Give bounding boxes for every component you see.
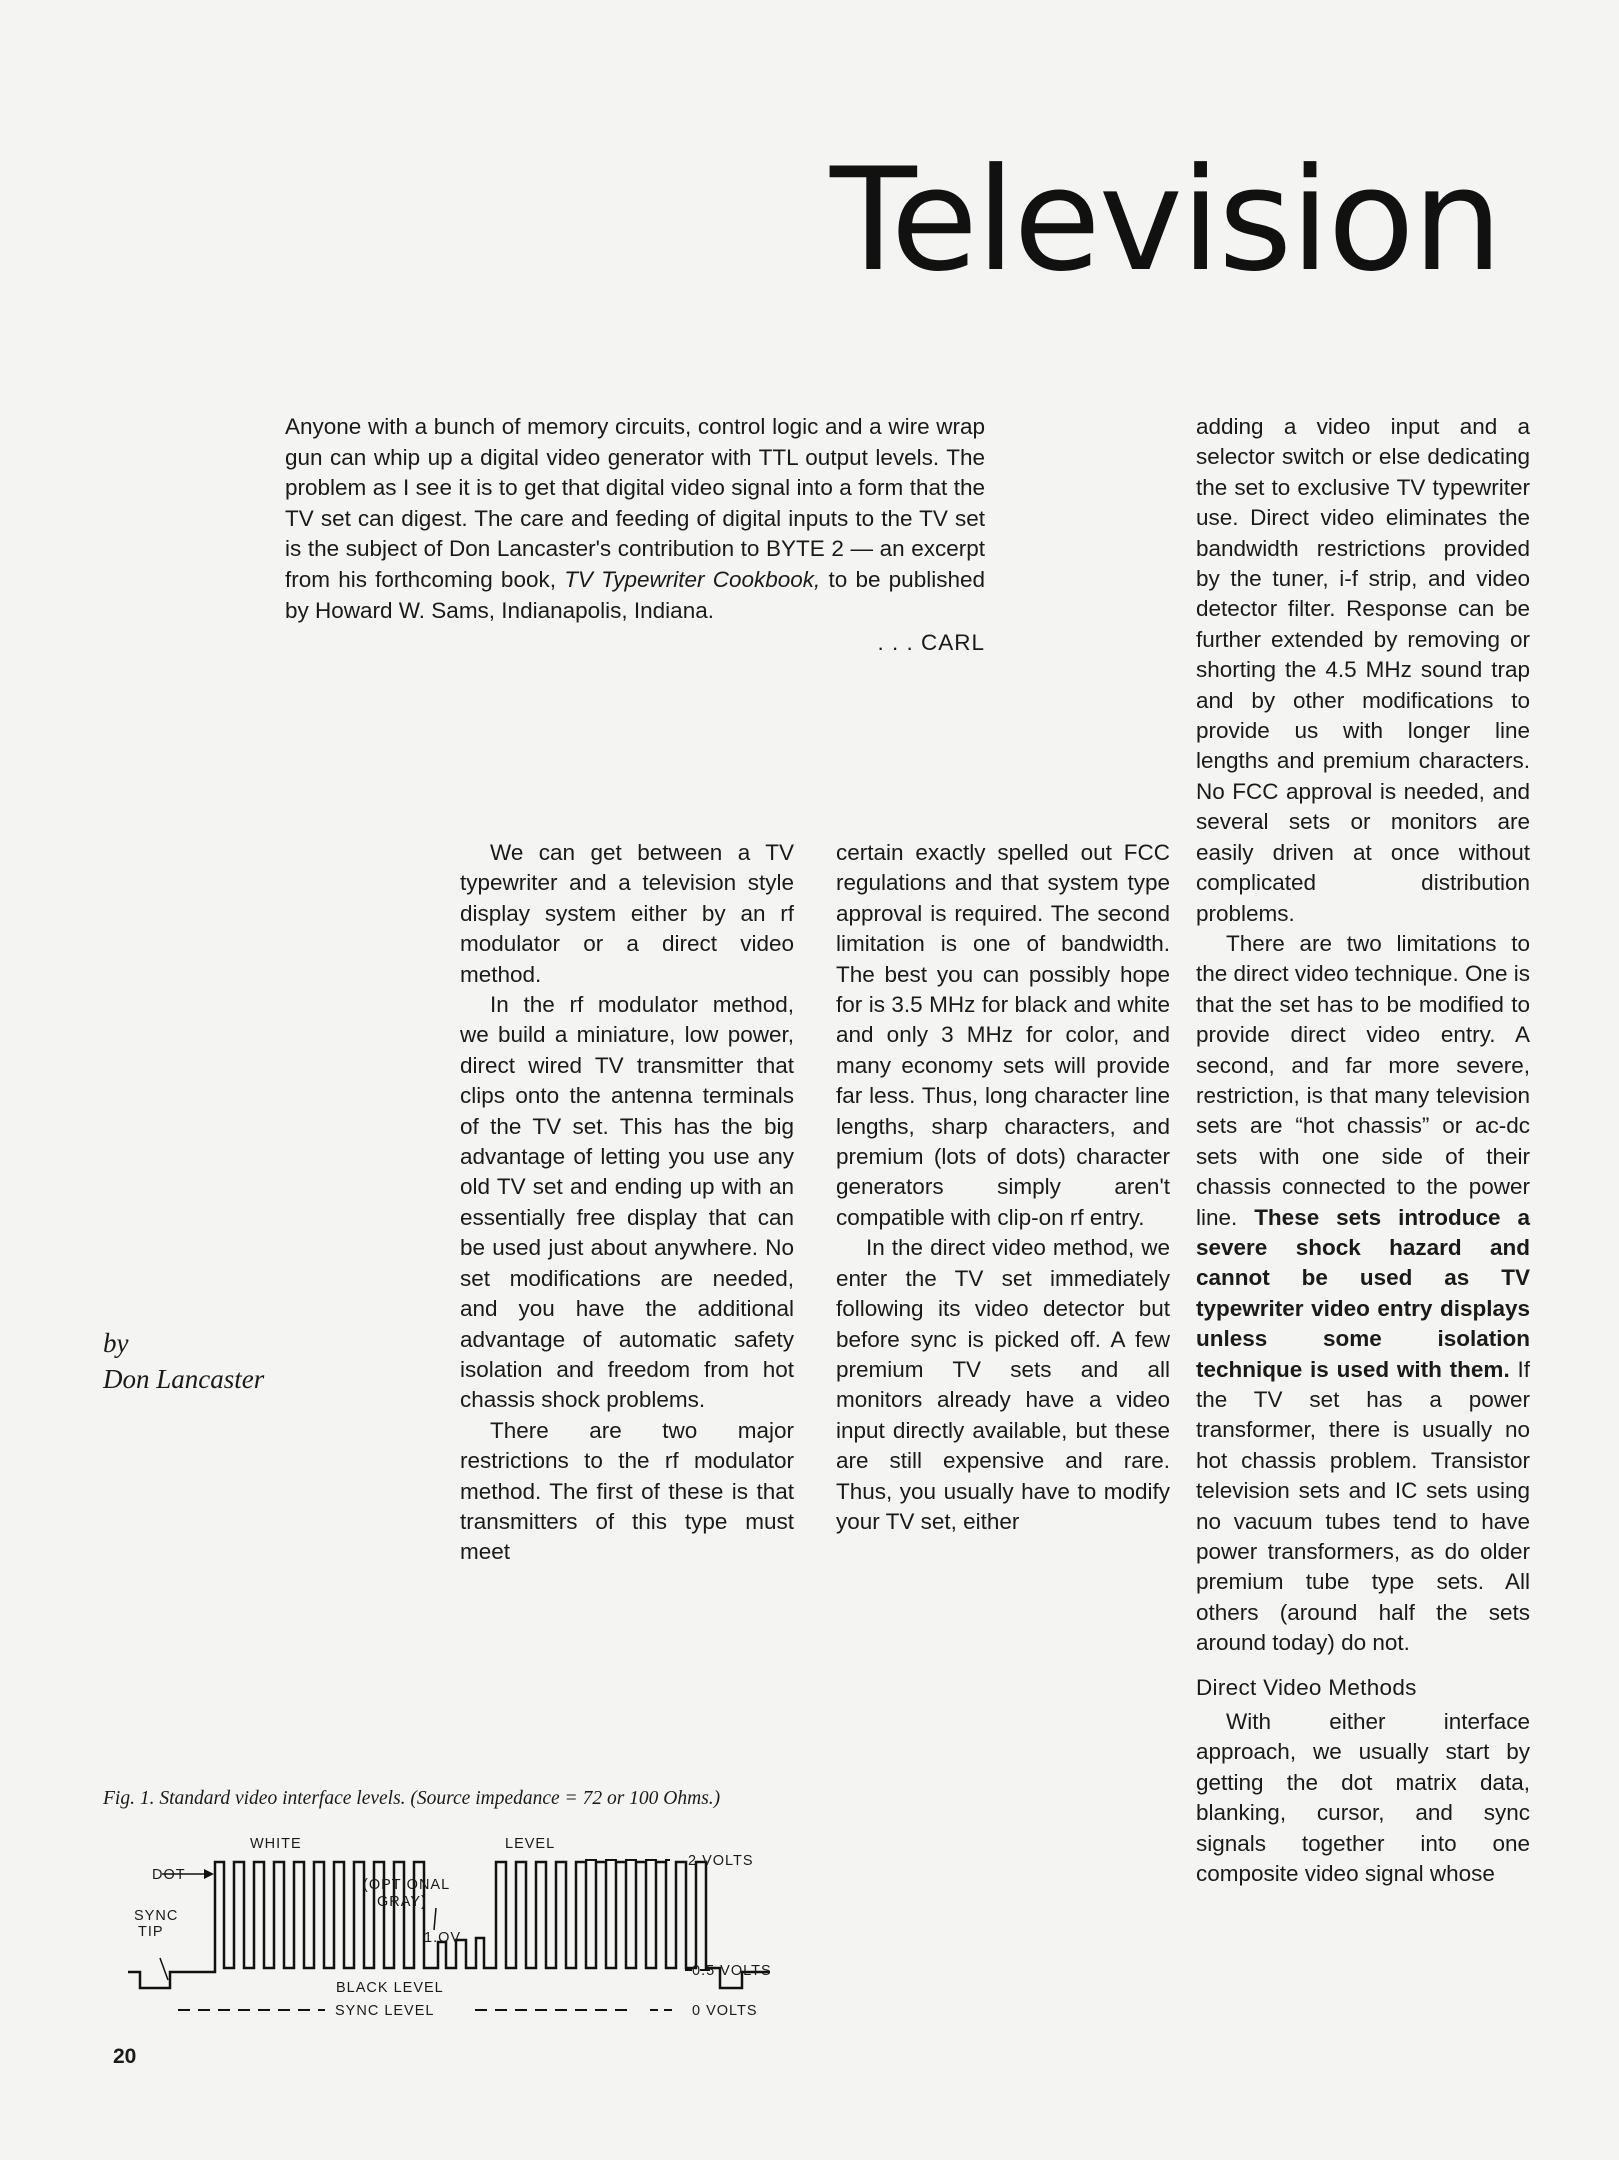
label-optional: (OPTIONAL: [363, 1877, 451, 1893]
paragraph: adding a video input and a selector switch or else dedicating the set to exclusive TV typewriter use. Direct video eliminates the bandwidth restrictions provided by the tuner, i-f strip, and video detector filter. Response can be further extended by removing or shorting the 4.5 MHz sound trap and by other modifications to provide us with longer line lengths and premium characters. No FCC approval is needed, and several sets or monitors are easily driven at once without complicated distribution problems.: [1196, 414, 1530, 926]
intro-signature: . . . CARL: [877, 630, 985, 656]
figure-caption: Fig. 1. Standard video interface levels. (Source impedance = 72 or 100 Ohms.): [103, 1788, 721, 1809]
label-gray: GRAY): [377, 1894, 427, 1910]
article-title: Television: [830, 138, 1501, 303]
section-heading: Direct Video Methods: [1196, 1674, 1417, 1700]
paragraph: There are two limitations to the direct video technique. One is that the set has to be modified to provide direct video entry. A second, and far more severe, restriction, is that many television sets are “hot chassis” or ac-dc sets with one side of their chassis connected to the power line. These sets introduce a severe shock hazard and cannot be used as TV typewriter video entry displays unless some isolation technique is used with them. If the TV set has a power transformer, there is usually no hot chassis problem. Transistor television sets and IC sets using no vacuum tubes tend to have power transformers, as do older premium tube type sets. All others (around half the sets around today) do not.: [1196, 930, 1530, 1656]
column-2: [836, 838, 1170, 1537]
intro-blurb: [285, 412, 985, 659]
paragraph: In the direct video method, we enter the TV set immediately following its video detector but before sync is picked off. A few premium TV sets and all monitors already have a video input directly available, but these are still expensive and rare. Thus, you usually have to modify your TV set, either: [836, 1235, 1170, 1534]
paragraph: In the rf modulator method, we build a miniature, low power, direct wired TV transmitter that clips onto the antenna terminals of the TV set. This has the big advantage of letting you use any old TV set and ending up with an essentially free display that can be used just about anywhere. No set modifications are needed, and you have the additional advantage of automatic safety isolation and freedom from hot chassis shock problems.: [460, 992, 794, 1413]
label-0-5-volts: 0.5 VOLTS: [692, 1963, 772, 1979]
paragraph: With either interface approach, we usually start by getting the dot matrix data, blanking, cursor, and sync signals together into one composite video signal whose: [1196, 1709, 1530, 1887]
label-dot: DOT: [152, 1867, 186, 1883]
column-1: [460, 838, 794, 1568]
label-level: LEVEL: [505, 1836, 556, 1852]
label-black-level: BLACK LEVEL: [336, 1980, 444, 1996]
paragraph: We can get between a TV typewriter and a television style display system either by an rf modulator or a direct video method.: [460, 840, 794, 987]
page-number: 20: [113, 2045, 137, 2068]
label-sync: SYNC: [134, 1908, 179, 1924]
byline: [103, 1325, 264, 1397]
warning-text: These sets introduce a severe shock hazard and cannot be used as TV typewriter video entry displays unless some isolation technique is used with them.: [1196, 1204, 1530, 1382]
paragraph: There are two major restrictions to the rf modulator method. The first of these is that transmitters of this type must meet: [460, 1417, 794, 1565]
dot-arrow-icon: [204, 1869, 214, 1879]
intro-text: Anyone with a bunch of memory circuits, control logic and a wire wrap gun can whip up a digital video generator with TTL output levels. The problem as I see it is to get that digital video signal into a form that the TV set can digest. The care and feeding of digital inputs to the TV set is the subject of Don Lancaster's contribution to BYTE 2 — an excerpt from his forthcoming book, TV Typewriter Cookbook, to be published by Howard W. Sams, Indianapolis, Indiana.: [285, 414, 985, 623]
column-3: [1196, 412, 1530, 1890]
book-title: TV Typewriter Cookbook,: [564, 566, 821, 592]
label-tip: TIP: [138, 1924, 164, 1940]
video-levels-diagram: [110, 1830, 790, 2025]
label-0-volts: 0 VOLTS: [692, 2003, 758, 2019]
label-1v: 1.OV: [424, 1930, 462, 1946]
label-sync-level: SYNC LEVEL: [335, 2003, 435, 2019]
paragraph: certain exactly spelled out FCC regulations and that system type approval is required. The second limitation is one of bandwidth. The best you can possibly hope for is 3.5 MHz for black and white and only 3 MHz for color, and many economy sets will provide far less. Thus, long character line lengths, sharp characters, and premium (lots of dots) character generators simply aren't compatible with clip-on rf entry.: [836, 840, 1170, 1230]
author-name: Don Lancaster: [103, 1364, 265, 1394]
byline-by: by: [103, 1328, 129, 1358]
label-2-volts: 2 VOLTS: [688, 1853, 754, 1869]
label-white: WHITE: [250, 1836, 302, 1852]
